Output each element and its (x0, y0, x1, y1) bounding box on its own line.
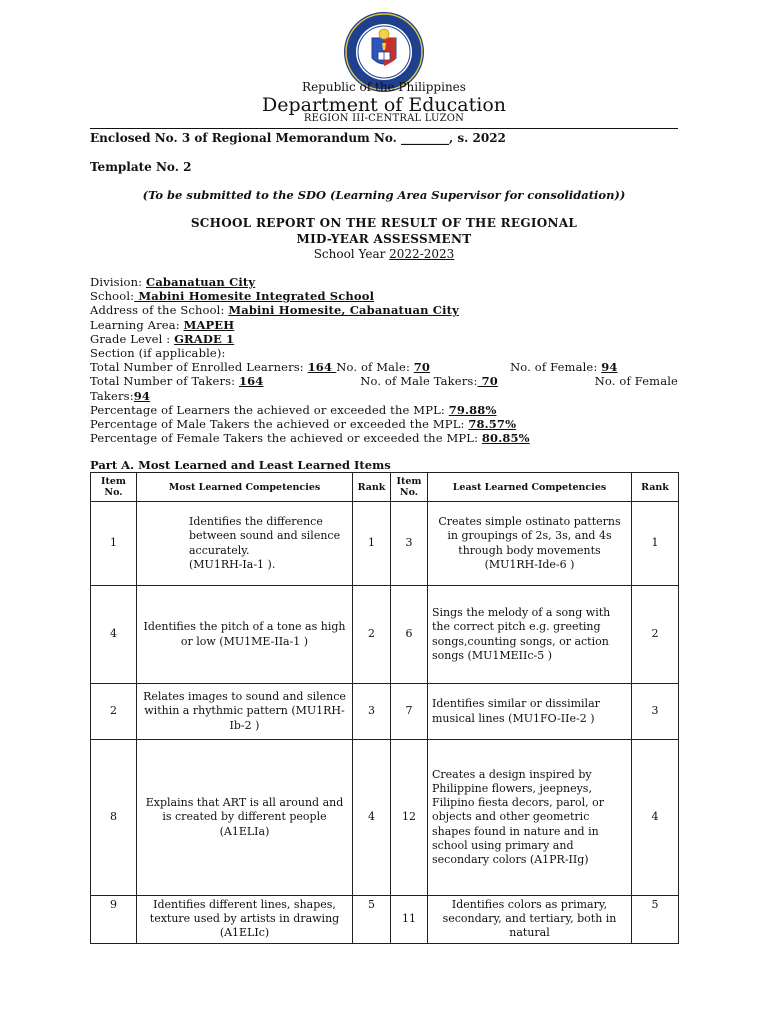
competencies-table (90, 472, 679, 944)
col-header-rank: Rank (353, 473, 391, 502)
republic-line: Republic of the Philippines (302, 80, 466, 94)
least-item-cell: 7 (391, 684, 428, 740)
most-competency-text: Identifies the difference between sound and silence accurately. (MU1RH-Ia-1 ). (189, 515, 341, 571)
most-item-cell: 4 (91, 586, 137, 684)
female-label: No. of Female: (510, 360, 602, 375)
table-header-row (91, 473, 679, 502)
division-label: Division: (90, 275, 147, 289)
report-title-line2: MID-YEAR ASSESSMENT (296, 232, 472, 246)
female-takers-value: 94 (133, 388, 151, 403)
address-row (90, 303, 678, 317)
most-rank-cell: 5 (353, 896, 391, 944)
most-rank-cell: 1 (353, 502, 391, 586)
region-name: REGION III-CENTRAL LUZON (303, 113, 465, 124)
table-row (91, 684, 679, 740)
least-rank-cell: 5 (632, 896, 679, 944)
most-competency-cell (137, 502, 353, 586)
male-takers-label: No. of Male Takers: (360, 374, 478, 389)
enrolled-label: Total Number of Enrolled Learners: (90, 360, 308, 375)
table-row (91, 586, 679, 684)
table-row (91, 502, 679, 586)
least-item-cell: 12 (391, 740, 428, 896)
least-rank-cell: 2 (632, 586, 679, 684)
most-competency-cell: Identifies different lines, shapes, texture used by artists in drawing (A1ELIc) (137, 896, 353, 944)
least-competency-cell: Creates a design inspired by Philippine flowers, jeepneys, Filipino fiesta decors, parol, or objects and other geometric shapes found in nature and in school using primary and secondary colors (A1PR-IIg) (428, 740, 632, 896)
enclosure-line: Enclosed No. 3 of Regional Memorandum No. ________, s. 2022 (90, 131, 506, 145)
most-rank-cell: 2 (353, 586, 391, 684)
col-header-most-learned: Most Learned Competencies (137, 473, 353, 502)
takers-row (90, 374, 678, 388)
pct-male-label: Percentage of Male Takers the achieved or exceeded the MPL: (90, 417, 469, 432)
grade-row (90, 332, 678, 346)
most-competency-cell: Explains that ART is all around and is created by different people (A1ELIa) (137, 740, 353, 896)
least-rank-cell: 3 (632, 684, 679, 740)
least-competency-cell: Identifies similar or dissimilar musical lines (MU1FO-IIe-2 ) (428, 684, 632, 740)
pct-female-value: 80.85% (481, 431, 530, 446)
enrolled-value: 164 (307, 360, 337, 375)
pct-male-row (90, 417, 678, 431)
col-header-rank-least: Rank (632, 473, 679, 502)
male-label: No. of Male: (336, 360, 414, 375)
least-competency-cell: Creates simple ostinato patterns in groupings of 2s, 3s, and 4s through body movements (MU1RH-Ide-6 ) (428, 502, 632, 586)
school-year-value: 2022-2023 (389, 247, 455, 261)
pct-male-value: 78.57% (468, 417, 517, 432)
least-competency-cell: Sings the melody of a song with the correct pitch e.g. greeting songs,counting songs, or action songs (MU1MEIIc-5 ) (428, 586, 632, 684)
pct-female-row (90, 431, 678, 445)
col-header-item-no-least: Item No. (391, 473, 428, 502)
header-divider (90, 128, 678, 129)
most-competency-cell: Identifies the pitch of a tone as high or low (MU1ME-IIa-1 ) (137, 586, 353, 684)
most-item-cell: 2 (91, 684, 137, 740)
most-item-cell: 9 (91, 896, 137, 944)
grade-value: GRADE 1 (174, 331, 235, 346)
least-rank-cell: 1 (632, 502, 679, 586)
school-value: Mabini Homesite Integrated School (134, 289, 375, 304)
submission-note: (To be submitted to the SDO (Learning Area Supervisor for consolidation)) (142, 188, 626, 202)
female-takers-row (90, 389, 678, 403)
learning-area-value: MAPEH (183, 317, 235, 332)
male-takers-value: 70 (477, 374, 498, 389)
most-rank-cell: 3 (353, 684, 391, 740)
school-label: School: (90, 289, 135, 304)
report-title-line1: SCHOOL REPORT ON THE RESULT OF THE REGIONAL (190, 216, 578, 230)
female-takers-label2: Takers: (90, 388, 134, 403)
least-competency-cell: Identifies colors as primary, secondary, and tertiary, both in natural (428, 896, 632, 944)
pct-learners-value: 79.88% (448, 402, 497, 417)
address-label: Address of the School: (90, 303, 229, 318)
school-row (90, 289, 678, 303)
most-rank-cell: 4 (353, 740, 391, 896)
takers-value: 164 (238, 374, 264, 389)
pct-female-label: Percentage of Female Takers the achieved or exceeded the MPL: (90, 431, 482, 446)
most-item-cell: 1 (91, 502, 137, 586)
least-rank-cell: 4 (632, 740, 679, 896)
learning-area-label: Learning Area: (90, 317, 184, 332)
male-value: 70 (413, 360, 431, 375)
least-item-cell: 11 (391, 896, 428, 944)
table-row (91, 896, 679, 944)
division-value: Cabanatuan City (146, 275, 256, 289)
table-row (91, 740, 679, 896)
address-value: Mabini Homesite, Cabanatuan City (228, 303, 459, 318)
grade-label: Grade Level : (90, 331, 175, 346)
school-year-label: School Year (313, 247, 390, 261)
school-info-block (90, 275, 678, 445)
learning-area-row (90, 318, 678, 332)
school-year-line (90, 247, 678, 261)
col-header-least-learned: Least Learned Competencies (428, 473, 632, 502)
pct-learners-label: Percentage of Learners the achieved or exceeded the MPL: (90, 402, 449, 417)
female-takers-label: No. of Female (594, 374, 678, 389)
section-row: Section (if applicable): (90, 346, 226, 361)
most-item-cell: 8 (91, 740, 137, 896)
template-number: Template No. 2 (90, 160, 192, 174)
least-item-cell: 3 (391, 502, 428, 586)
division-row (90, 275, 678, 289)
part-a-heading: Part A. Most Learned and Least Learned Items (90, 458, 391, 472)
enrolled-row (90, 360, 678, 374)
takers-label: Total Number of Takers: (90, 374, 239, 389)
most-competency-cell: Relates images to sound and silence within a rhythmic pattern (MU1RH-Ib-2 ) (137, 684, 353, 740)
department-name: Department of Education (262, 94, 506, 116)
least-item-cell: 6 (391, 586, 428, 684)
col-header-item-no: Item No. (91, 473, 137, 502)
pct-learners-row (90, 403, 678, 417)
female-value: 94 (601, 360, 618, 375)
